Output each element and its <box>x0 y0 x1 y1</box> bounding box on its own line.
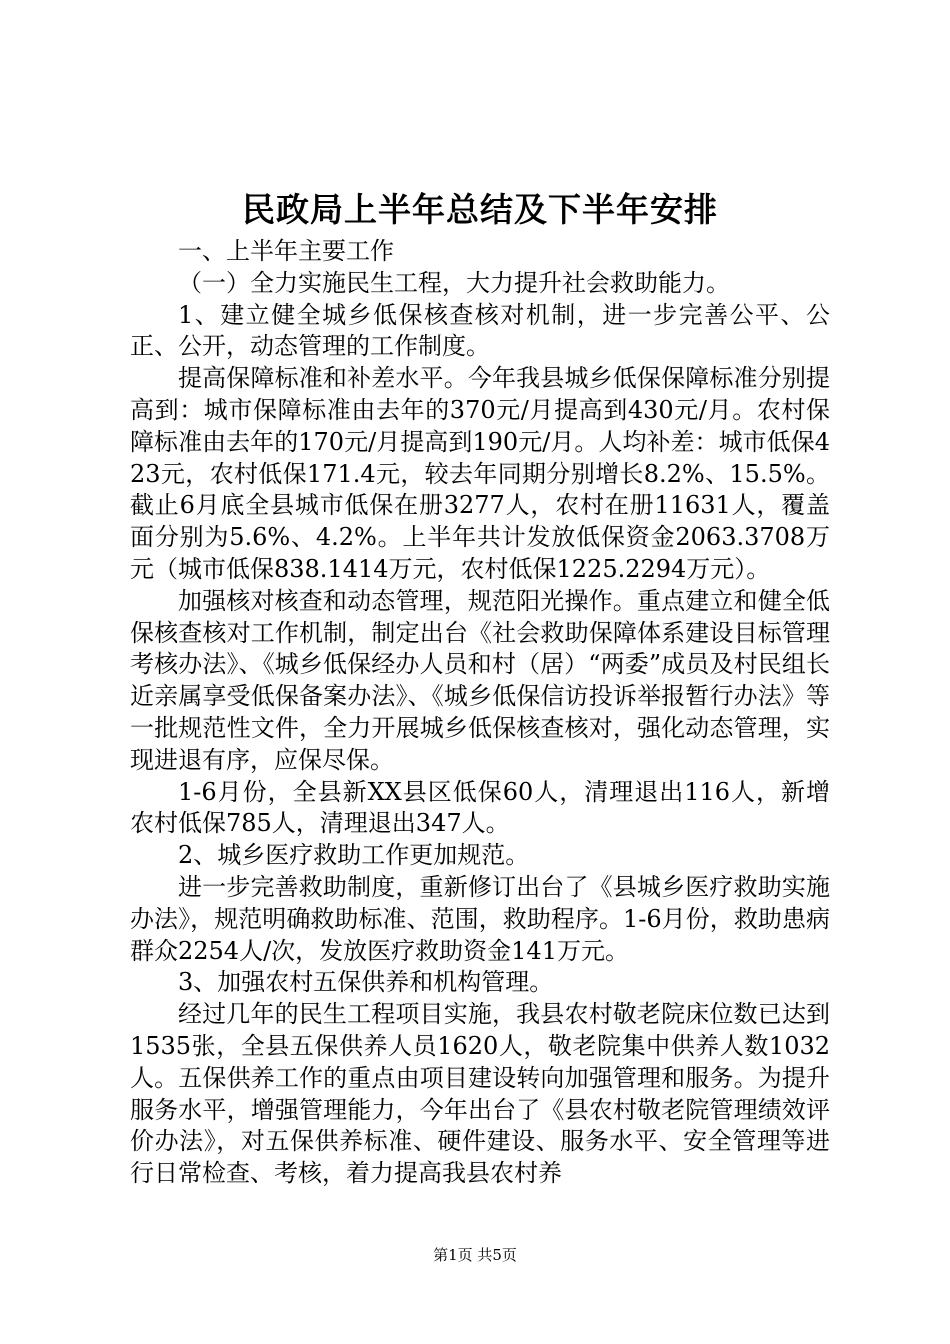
body-paragraph: 1-6月份，全县新XX县区低保60人，清理退出116人，新增农村低保785人，清理退出347人。 <box>130 777 830 838</box>
body-paragraph: 提高保障标准和补差水平。今年我县城乡低保保障标准分别提高到：城市保障标准由去年的370元/月提高到430元/月。农村保障标准由去年的170元/月提高到190元/月。人均补差：城市低保423元，农村低保171.4元，较去年同期分别增长8.2%、15.5%。截止6月底全县城市低保在册3277人，农村在册11631人，覆盖面分别为5.6%、4.2%。上半年共计发放低保资金2063.3708万元（城市低保838.1414万元，农村低保1225.2294万元）。 <box>130 364 830 583</box>
body-paragraph: 加强核对核查和动态管理，规范阳光操作。重点建立和健全低保核查核对工作机制，制定出台《社会救助保障体系建设目标管理考核办法》、《城乡低保经办人员和村（居）“两委”成员及村民组长近亲属享受低保备案办法》、《城乡低保信访投诉举报暂行办法》等一批规范性文件，全力开展城乡低保核查核对，强化动态管理，实现进退有序，应保尽保。 <box>130 586 830 774</box>
document-title: 民政局上半年总结及下半年安排 <box>242 190 718 229</box>
item-heading: 3、加强农村五保供养和机构管理。 <box>178 968 554 997</box>
body-paragraph: 进一步完善救助制度，重新修订出台了《县城乡医疗救助实施办法》，规范明确救助标准、范围，救助程序。1-6月份，救助患病群众2254人/次，发放医疗救助资金141万元。 <box>130 872 830 965</box>
item-heading: 2、城乡医疗救助工作更加规范。 <box>178 841 530 870</box>
document-body <box>130 236 830 1190</box>
item-heading: 1、建立健全城乡低保核查核对机制，进一步完善公平、公正、公开，动态管理的工作制度。 <box>130 300 830 361</box>
subsection-heading: （一）全力实施民生工程，大力提升社会救助能力。 <box>178 268 730 297</box>
page-footer: 第1页 共5页 <box>433 1246 517 1264</box>
body-paragraph: 经过几年的民生工程项目实施，我县农村敬老院床位数已达到1535张，全县五保供养人员1620人，敬老院集中供养人数1032人。五保供养工作的重点由项目建设转向加强管理和服务。为提升服务水平，增强管理能力，今年出台了《县农村敬老院管理绩效评价办法》，对五保供养标准、硬件建设、服务水平、安全管理等进行日常检查、考核，着力提高我县农村养 <box>130 1000 830 1188</box>
section-heading: 一、上半年主要工作 <box>178 237 394 265</box>
